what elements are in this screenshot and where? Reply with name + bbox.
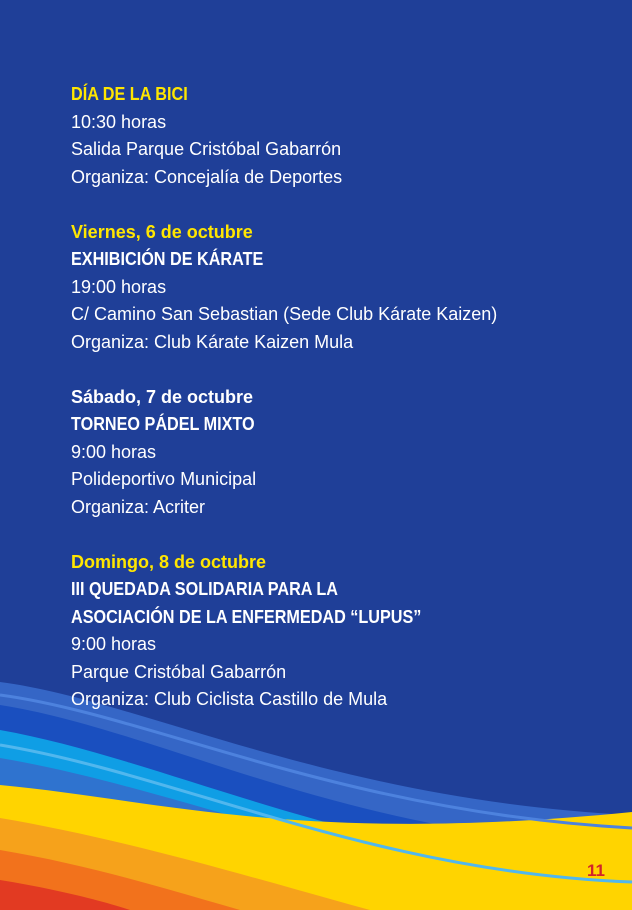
event-title: EXHIBICIÓN DE KÁRATE: [71, 249, 264, 269]
event-title: III QUEDADA SOLIDARIA PARA LA: [71, 579, 339, 599]
event-date: Sábado, 7 de octubre: [71, 386, 254, 407]
event-padel: [71, 384, 611, 522]
event-organizer: Organiza: Club Ciclista Castillo de Mula: [71, 689, 388, 709]
event-karate: [71, 219, 611, 357]
event-time: 10:30 horas: [71, 111, 167, 132]
event-title: DÍA DE LA BICI: [71, 84, 188, 104]
event-date: Viernes, 6 de octubre: [71, 221, 253, 242]
event-place: Polideportivo Municipal: [71, 469, 257, 489]
event-organizer: Organiza: Club Kárate Kaizen Mula: [71, 331, 354, 352]
page-number: 11: [587, 861, 605, 880]
event-list: [71, 81, 611, 714]
event-title: TORNEO PÁDEL MIXTO: [71, 414, 255, 434]
event-time: 9:00 horas: [71, 441, 157, 462]
event-organizer: Organiza: Acriter: [71, 496, 206, 517]
event-place: Parque Cristóbal Gabarrón: [71, 661, 287, 682]
event-title: ASOCIACIÓN DE LA ENFERMEDAD “LUPUS”: [71, 606, 422, 627]
event-date: Domingo, 8 de octubre: [71, 551, 267, 572]
event-place: C/ Camino San Sebastian (Sede Club Kárate Kaizen): [71, 304, 498, 324]
event-bike-day: [71, 81, 611, 191]
event-lupus-ride: [71, 549, 611, 714]
event-time: 19:00 horas: [71, 276, 167, 297]
event-time: 9:00 horas: [71, 634, 157, 654]
event-organizer: Organiza: Concejalía de Deportes: [71, 166, 343, 187]
event-place: Salida Parque Cristóbal Gabarrón: [71, 139, 342, 159]
